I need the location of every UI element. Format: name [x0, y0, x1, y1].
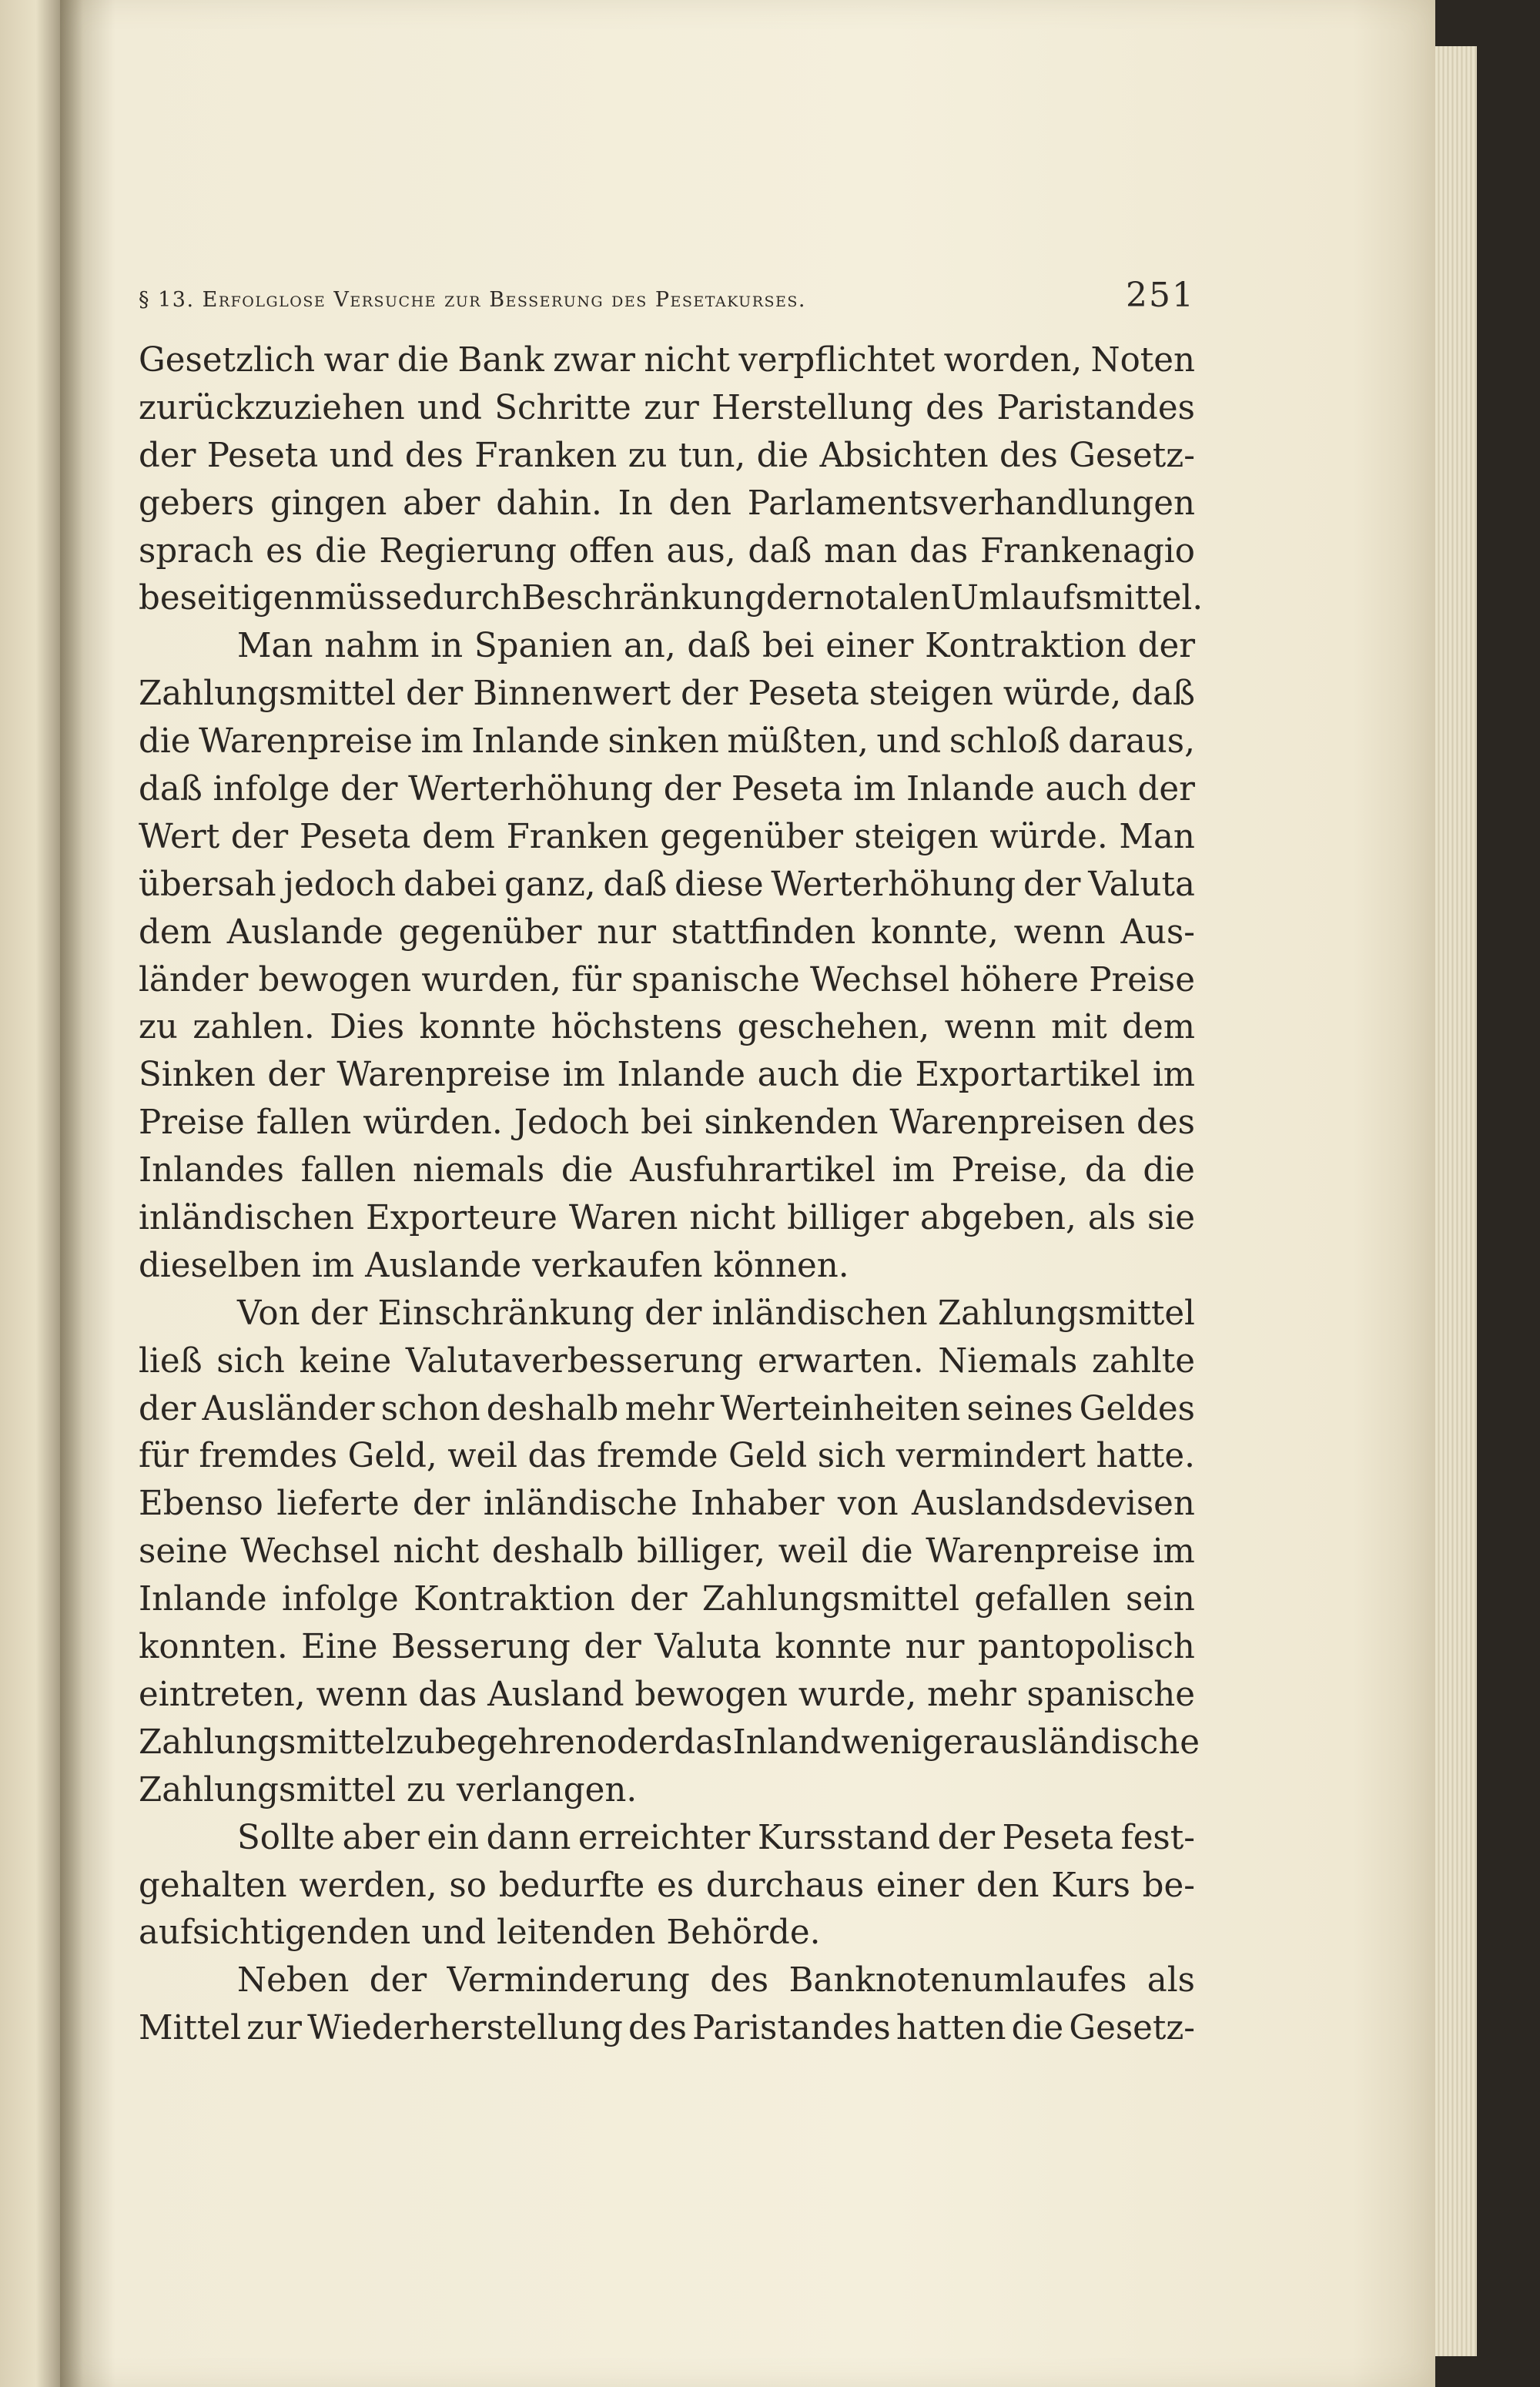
text-line: Sinken der Warenpreise im Inlande auch die Exportartikel im — [139, 1056, 1195, 1095]
text-line: gebers gingen aber dahin. In den Parlamentsverhandlungen — [139, 484, 1195, 523]
text-line: dem Auslande gegenüber nur stattfinden konnte, wenn Aus- — [139, 912, 1195, 952]
text-line: Ebenso lieferte der inländische Inhaber von Auslandsdevisen — [139, 1485, 1195, 1524]
text-line: Inlande infolge Kontraktion der Zahlungsmittel gefallen sein — [139, 1580, 1195, 1619]
text-line: aufsichtigenden und leitenden Behörde. — [139, 1913, 821, 1953]
text-line: für fremdes Geld, weil das fremde Geld sich vermindert hatte. — [139, 1437, 1195, 1476]
text-line: eintreten, wenn das Ausland bewogen wurde, mehr spanische — [139, 1675, 1195, 1714]
text-line: Zahlungsmittel zu verlangen. — [139, 1770, 638, 1810]
text-line: Zahlungsmittel der Binnenwert der Peseta steigen würde, daß — [139, 675, 1195, 714]
text-line: gehalten werden, so bedurfte es durchaus einer den Kurs be- — [139, 1866, 1195, 1905]
text-line: Neben der Verminderung des Banknotenumlaufes als — [237, 1961, 1195, 2000]
body-text — [139, 337, 1204, 2053]
text-line: inländischen Exporteure Waren nicht billiger abgeben, als sie — [139, 1199, 1195, 1238]
gutter-shadow — [60, 0, 83, 2387]
running-header-title: § 13. Erfolglose Versuche zur Besserung des Pesetakurses. — [139, 288, 806, 312]
text-line: Man nahm in Spanien an, daß bei einer Kontraktion der — [237, 627, 1195, 666]
text-line: dieselben im Auslande verkaufen können. — [139, 1246, 849, 1285]
text-line: zu zahlen. Dies konnte höchstens geschehen, wenn mit dem — [139, 1008, 1195, 1047]
running-header — [139, 276, 1195, 315]
text-line: der Peseta und des Franken zu tun, die Absichten des Gesetz- — [139, 436, 1195, 475]
text-line: daß infolge der Werterhöhung der Peseta im Inlande auch der — [139, 770, 1195, 809]
text-line: sprach es die Regierung offen aus, daß man das Frankenagio — [139, 531, 1195, 571]
page-number: 251 — [1126, 276, 1195, 315]
text-line: Von der Einschränkung der inländischen Zahlungsmittel — [237, 1294, 1195, 1333]
text-line: zurückzuziehen und Schritte zur Herstellung des Paristandes — [139, 388, 1195, 427]
text-line: der Ausländer schon deshalb mehr Werteinheiten seines Geldes — [139, 1389, 1195, 1428]
text-line: Sollte aber ein dann erreichter Kursstand der Peseta fest- — [237, 1818, 1195, 1857]
text-line: Inlandes fallen niemals die Ausfuhrartikel im Preise, da die — [139, 1151, 1195, 1190]
text-line: Mittel zur Wiederherstellung des Paristandes hatten die Gesetz- — [139, 2009, 1195, 2048]
text-line: Preise fallen würden. Jedoch bei sinkenden Warenpreisen des — [139, 1103, 1195, 1143]
text-line: seine Wechsel nicht deshalb billiger, weil die Warenpreise im — [139, 1532, 1195, 1572]
text-line: ließ sich keine Valutaverbesserung erwarten. Niemals zahlte — [139, 1341, 1195, 1381]
text-line: länder bewogen wurden, für spanische Wechsel höhere Preise — [139, 960, 1195, 999]
facing-page-edge — [0, 0, 60, 2387]
page-block-edges — [1435, 46, 1477, 2356]
text-line: die Warenpreise im Inlande sinken müßten, und schloß daraus, — [139, 722, 1195, 762]
text-line: Wert der Peseta dem Franken gegenüber steigen würde. Man — [139, 817, 1195, 856]
text-line: beseitigen müsse durch Beschränkung der notalen Umlaufsmittel. — [139, 579, 1204, 618]
text-line: konnten. Eine Besserung der Valuta konnte nur pantopolisch — [139, 1628, 1195, 1667]
text-line: Gesetzlich war die Bank zwar nicht verpflichtet worden, Noten — [139, 341, 1195, 380]
text-line: übersah jedoch dabei ganz, daß diese Werterhöhung der Valuta — [139, 865, 1195, 904]
text-line: Zahlungsmittel zu begehren oder das Inland weniger ausländische — [139, 1722, 1200, 1762]
